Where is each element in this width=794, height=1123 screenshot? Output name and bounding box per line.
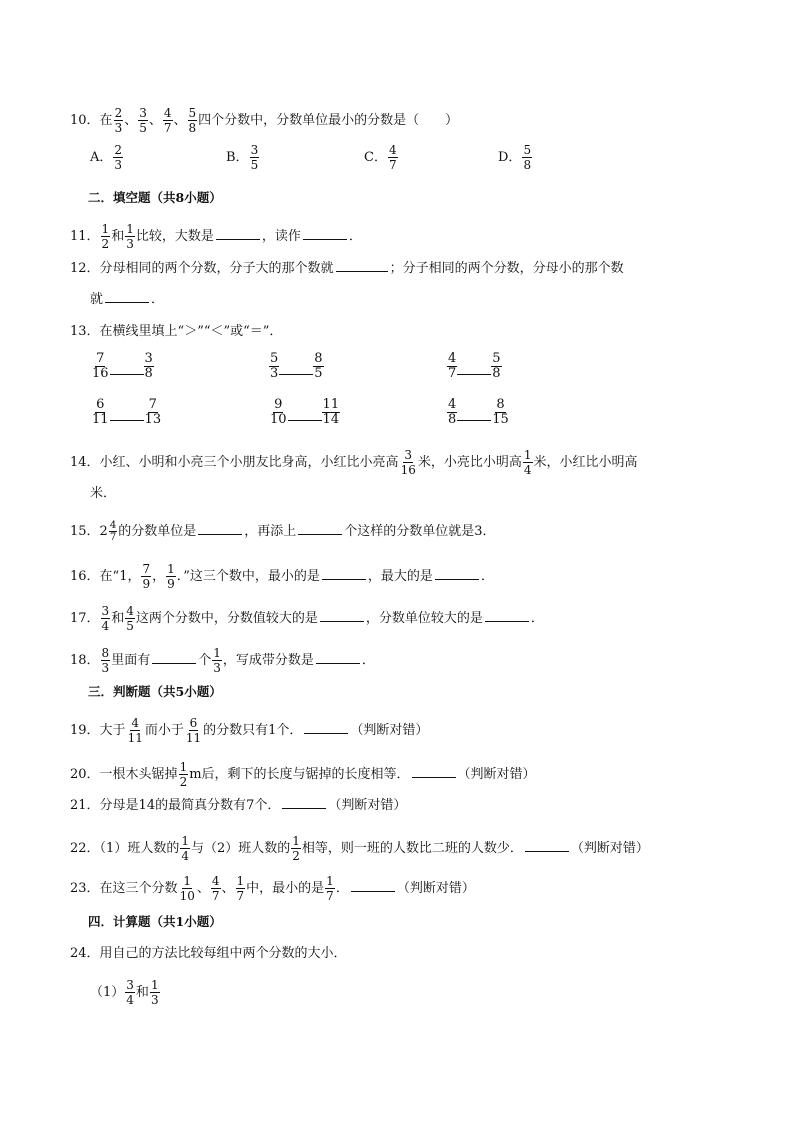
answer-blank[interactable] (282, 796, 326, 809)
compare-pair: $\frac{9}{10}$ $\frac{11}{14}$ (270, 397, 340, 427)
answer-blank[interactable] (485, 609, 529, 622)
answer-blank[interactable] (110, 419, 144, 421)
separator: 、 (124, 113, 138, 128)
answer-blank[interactable] (351, 879, 395, 892)
question-24-sub: （1） $\frac{3}{4}$ 和 $\frac{1}{3}$ (90, 978, 159, 1007)
separator: 、 (173, 113, 187, 128)
fraction: $\frac{5}{8}$ (188, 106, 197, 135)
compare-pair: $\frac{4}{8}$ $\frac{8}{15}$ (448, 397, 509, 427)
question-16: 16．在“1， $\frac{7}{9}$ ， $\frac{1}{9}$ ．”这三个数中，最小的是 ，最大的是 ． (70, 562, 494, 591)
answer-blank[interactable] (279, 373, 313, 375)
section-header: 四．计算题（共1小题） (88, 914, 222, 929)
question-23: 23．在这三个分数 $\frac{1}{10}$ 、 $\frac{4}{7}$ 、 $\frac{1}{7}$ 中，最小的是 $\frac{1}{7}$ ． （判断对错） (70, 874, 475, 903)
answer-blank[interactable] (322, 567, 366, 580)
option-a: A． $\frac{2}{3}$ (90, 143, 123, 172)
answer-blank[interactable] (316, 651, 360, 664)
fraction: $\frac{4}{7}$ (163, 106, 172, 135)
answer-blank[interactable] (216, 227, 260, 240)
question-number: 10． (70, 113, 100, 128)
compare-pair: $\frac{6}{11}$ $\frac{7}{13}$ (92, 397, 162, 427)
text: 在 (99, 113, 113, 128)
question-15: 15．2 $\frac{4}{7}$ 的分数单位是 ，再添上 个这样的分数单位就是3． (70, 520, 496, 543)
answer-blank[interactable] (336, 259, 388, 272)
question-18: 18． $\frac{8}{3}$ 里面有 个 $\frac{1}{3}$ ，写成带分数是 ． (70, 646, 375, 675)
question-21: 21．分母是14的最简真分数有7个． （判断对错） (70, 798, 407, 813)
option-b: B． $\frac{3}{5}$ (226, 143, 259, 172)
question-19: 19．大于 $\frac{4}{11}$ 而小于 $\frac{6}{11}$ 的分数只有1个． （判断对错） (70, 716, 429, 745)
answer-blank[interactable] (298, 522, 342, 535)
answer-blank[interactable] (412, 765, 456, 778)
question-10 (70, 106, 458, 135)
answer-blank[interactable] (320, 609, 364, 622)
answer-blank[interactable] (525, 839, 569, 852)
question-24: 24．用自己的方法比较每组中两个分数的大小． (70, 946, 347, 961)
answer-blank[interactable] (288, 419, 322, 421)
answer-blank[interactable] (304, 721, 348, 734)
answer-blank[interactable] (198, 522, 242, 535)
fraction: $\frac{2}{3}$ (114, 106, 123, 135)
question-20: 20．一根木头锯掉 $\frac{1}{2}$ m后，剩下的长度与锯掉的长度相等． （判断对错） (70, 760, 536, 789)
question-12: 12．分母相同的两个分数，分子大的那个数就 ；分子相同的两个分数，分母小的那个数 (70, 261, 624, 276)
question-22: 22．（1）班人数的 $\frac{1}{4}$ 与（2）班人数的 $\frac{1}{2}$ 相等，则一班的人数比二班的人数少． （判断对错） (70, 834, 649, 863)
compare-pair: $\frac{5}{3}$ $\frac{8}{5}$ (270, 351, 323, 381)
answer-blank[interactable] (457, 373, 491, 375)
answer-blank[interactable] (457, 419, 491, 421)
question-11: 11． $\frac{1}{2}$ 和 $\frac{1}{3}$ 比较，大数是 ，读作 ． (70, 222, 362, 251)
section-header: 二．填空题（共8小题） (88, 190, 222, 205)
separator: 、 (148, 113, 162, 128)
section-header: 三．判断题（共5小题） (88, 684, 222, 699)
question-14-cont: 米． (90, 486, 117, 501)
question-17: 17． $\frac{3}{4}$ 和 $\frac{4}{5}$ 这两个分数中，分数值较大的是 ，分数单位较大的是 ． (70, 604, 544, 633)
answer-blank[interactable] (110, 373, 144, 375)
answer-blank[interactable] (435, 567, 479, 580)
question-12-cont: 就 ． (90, 292, 165, 307)
fraction: $\frac{3}{5}$ (139, 106, 147, 135)
text: 四个分数中，分数单位最小的分数是（ ） (198, 113, 459, 128)
compare-pair: $\frac{4}{7}$ $\frac{5}{8}$ (448, 351, 501, 381)
answer-blank[interactable] (303, 227, 347, 240)
question-13: 13．在横线里填上“＞”“＜”或“＝”． (70, 324, 283, 339)
compare-pair: $\frac{7}{16}$ $\frac{3}{8}$ (92, 351, 153, 381)
answer-blank[interactable] (152, 651, 196, 664)
question-14: 14．小红、小明和小亮三个小朋友比身高，小红比小亮高 $\frac{3}{16}$ 米，小亮比小明高 $\frac{1}{4}$ 米，小红比小明高 (70, 448, 638, 477)
option-d: D． $\frac{5}{8}$ (498, 143, 532, 172)
option-c: C． $\frac{4}{7}$ (364, 143, 397, 172)
answer-blank[interactable] (105, 290, 149, 303)
